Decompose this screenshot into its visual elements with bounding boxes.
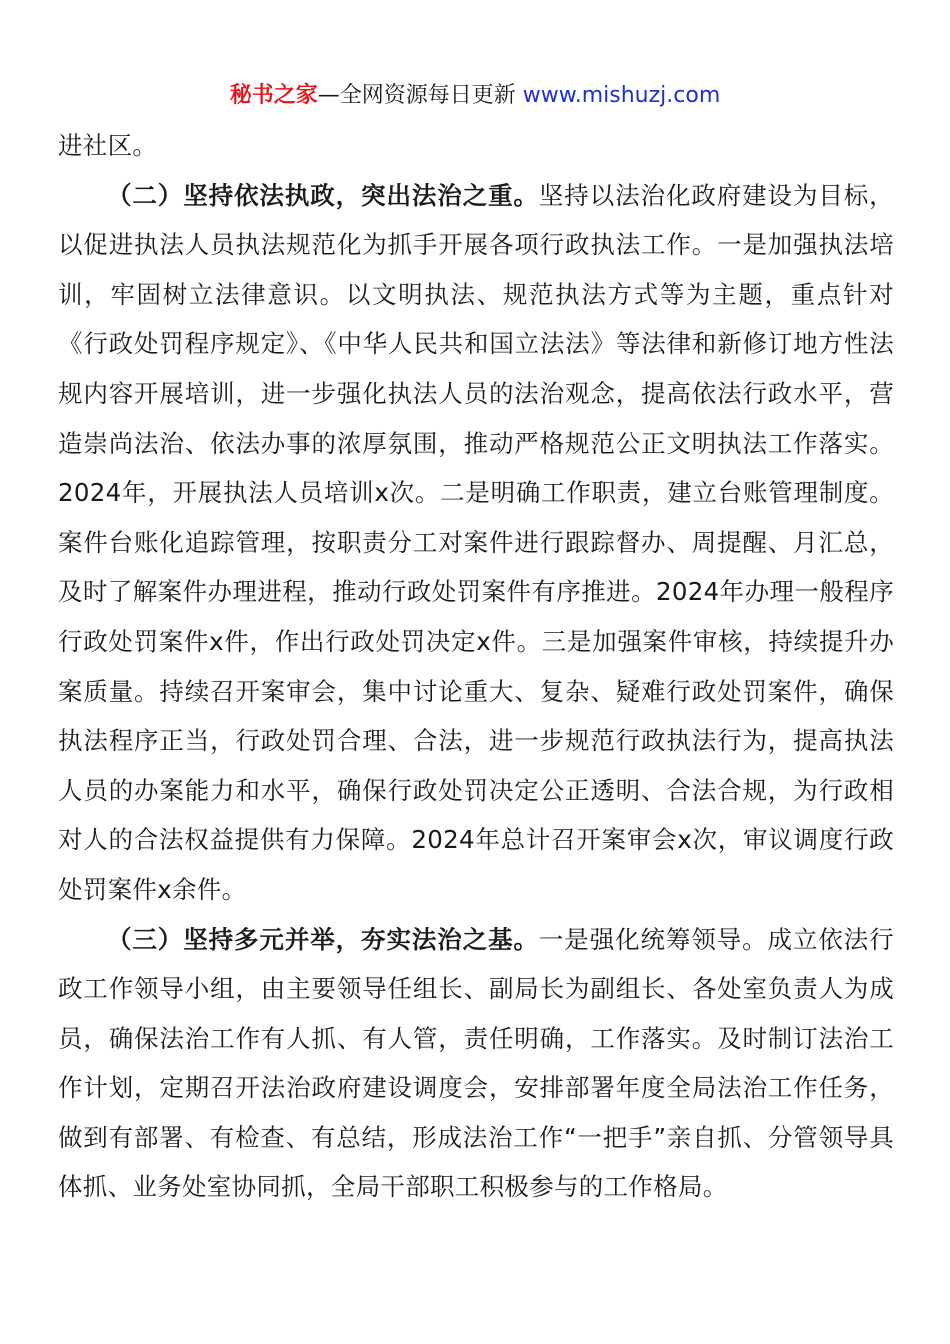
website-link[interactable]: www.mishuzj.com xyxy=(522,83,721,108)
document-body xyxy=(58,121,894,1212)
continuation-text: 进社区。 xyxy=(58,131,158,160)
section-2-heading: （二）坚持依法执政，突出法治之重。 xyxy=(107,180,539,210)
brand-name: 秘书之家 xyxy=(229,83,318,108)
section-3-heading: （三）坚持多元并举，夯实法治之基。 xyxy=(107,924,539,954)
section-2-body: 坚持以法治化政府建设为目标，以促进执法人员执法规范化为抓手开展各项行政执法工作。一是加强执法培训，牢固树立法律意识。以文明执法、规范执法方式等为主题，重点针对《行政处罚程序规定》、《中华人民共和国立法法》等法律和新修订地方性法规内容开展培训，进一步强化执法人员的法治观念，提高依法行政水平，营造崇尚法治、依法办事的浓厚氛围，推动严格规范公正文明执法工作落实。2024年，开展执法人员培训x次。二是明确工作职责，建立台账管理制度。案件台账化追踪管理，按职责分工对案件进行跟踪督办、周提醒、月汇总，及时了解案件办理进程，推动行政处罚案件有序推进。2024年办理一般程序行政处罚案件x件，作出行政处罚决定x件。三是加强案件审核，持续提升办案质量。持续召开案审会，集中讨论重大、复杂、疑难行政处罚案件，确保执法程序正当，行政处罚合理、合法，进一步规范行政执法行为，提高执法人员的办案能力和水平，确保行政处罚决定公正透明、合法合规，为行政相对人的合法权益提供有力保障。2024年总计召开案审会x次，审议调度行政处罚案件x余件。 xyxy=(58,180,894,904)
header-tagline: —全网资源每日更新 xyxy=(317,83,523,108)
section-3-body: 一是强化统筹领导。成立依法行政工作领导小组，由主要领导任组长、副局长为副组长、各处室负责人为成员，确保法治工作有人抓、有人管，责任明确，工作落实。及时制订法治工作计划，定期召开法治政府建设调度会，安排部署年度全局法治工作任务，做到有部署、有检查、有总结，形成法治工作“一把手”亲自抓、分管领导具体抓、业务处室协同抓，全局干部职工积极参与的工作格局。 xyxy=(58,924,894,1202)
section-3-paragraph xyxy=(58,915,894,1213)
section-2-paragraph xyxy=(58,171,894,915)
page-header xyxy=(0,80,950,112)
